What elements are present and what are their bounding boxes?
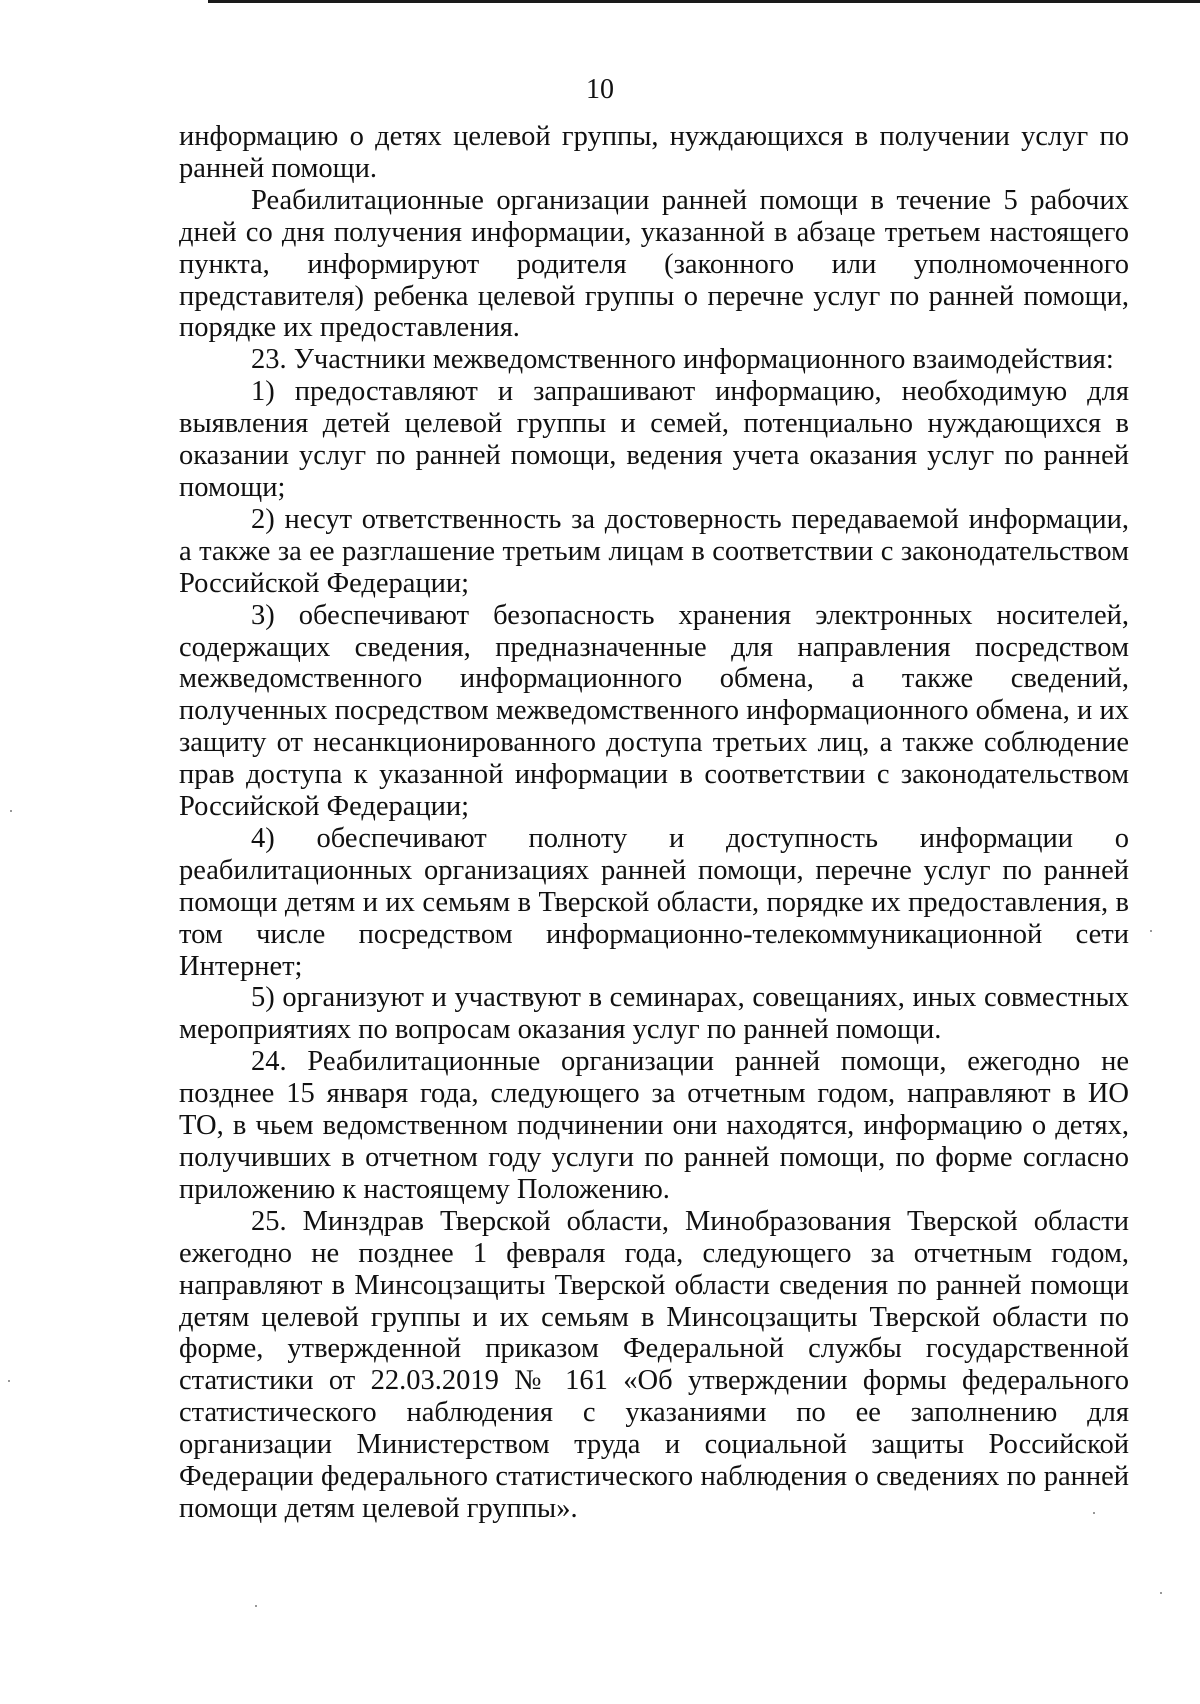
scan-speck [8, 1380, 10, 1382]
paragraph-item-23: 23. Участники межведомственного информационного взаимодействия: [251, 344, 1114, 376]
scan-speck [10, 810, 12, 812]
paragraph-subitem-1: 1) предоставляют и запрашивают информацию, необходимую для выявления детей целевой группы и семей, потенциально нуждающихся в оказании услуг по ранней помощи, ведения учета оказания услуг по ранней помощи; [179, 376, 1129, 503]
document-body [179, 121, 1129, 1525]
scan-speck [1150, 930, 1152, 932]
scan-top-edge [208, 0, 1200, 3]
paragraph-item-25: 25. Минздрав Тверской области, Минобразования Тверской области ежегодно не позднее 1 февраля года, следующего за отчетным годом, направляют в Минсоцзащиты Тверской области сведения по ранней помощи детям целевой группы и их семьям в Минсоцзащиты Тверской области по форме, утвержденной приказом Федеральной службы государственной статистики от 22.03.2019 № 161 «Об утверждении формы федерального статистического наблюдения с указаниями по ее заполнению для организации Министерством труда и социальной защиты Российской Федерации федерального статистического наблюдения о сведениях по ранней помощи детям целевой группы». [179, 1205, 1129, 1524]
scan-speck [1093, 1512, 1095, 1514]
paragraph-subitem-5: 5) организуют и участвуют в семинарах, совещаниях, иных совместных мероприятиях по вопросам оказания услуг по ранней помощи. [179, 982, 1129, 1046]
paragraph-rehab-orgs-inform: Реабилитационные организации ранней помощи в течение 5 рабочих дней со дня получения информации, указанной в абзаце третьем настоящего пункта, информируют родителя (законного или уполномоченного представителя) ребенка целевой группы о перечне услуг по ранней помощи, порядке их предоставления. [179, 184, 1129, 344]
scan-speck [1160, 1592, 1162, 1594]
paragraph-subitem-2: 2) несут ответственность за достоверность передаваемой информации, а также за ее разглашение третьим лицам в соответствии с законодательством Российской Федерации; [179, 503, 1129, 599]
page-number: 10 [586, 74, 614, 105]
paragraph-continuation: информацию о детях целевой группы, нуждающихся в получении услуг по ранней помощи. [179, 121, 1129, 184]
paragraph-item-24: 24. Реабилитационные организации ранней помощи, ежегодно не позднее 15 января года, следующего за отчетным годом, направляют в ИО ТО, в чьем ведомственном подчинении они находятся, информацию о детях, получивших в отчетном году услуги по ранней помощи, по форме согласно приложению к настоящему Положению. [179, 1046, 1129, 1205]
scan-speck [255, 1605, 257, 1607]
paragraph-subitem-3: 3) обеспечивают безопасность хранения электронных носителей, содержащих сведения, предназначенные для направления посредством межведомственного информационного обмена, а также сведений, полученных посредством межведомственного информационного обмена, и их защиту от несанкционированного доступа третьих лиц, а также соблюдение прав доступа к указанной информации в соответствии с законодательством Российской Федерации; [179, 599, 1129, 823]
paragraph-subitem-4: 4) обеспечивают полноту и доступность информации о реабилитационных организациях ранней помощи, перечне услуг по ранней помощи детям и их семьям в Тверской области, порядке их предоставления, в том числе посредством информационно-телекоммуникационной сети Интернет; [179, 822, 1129, 982]
